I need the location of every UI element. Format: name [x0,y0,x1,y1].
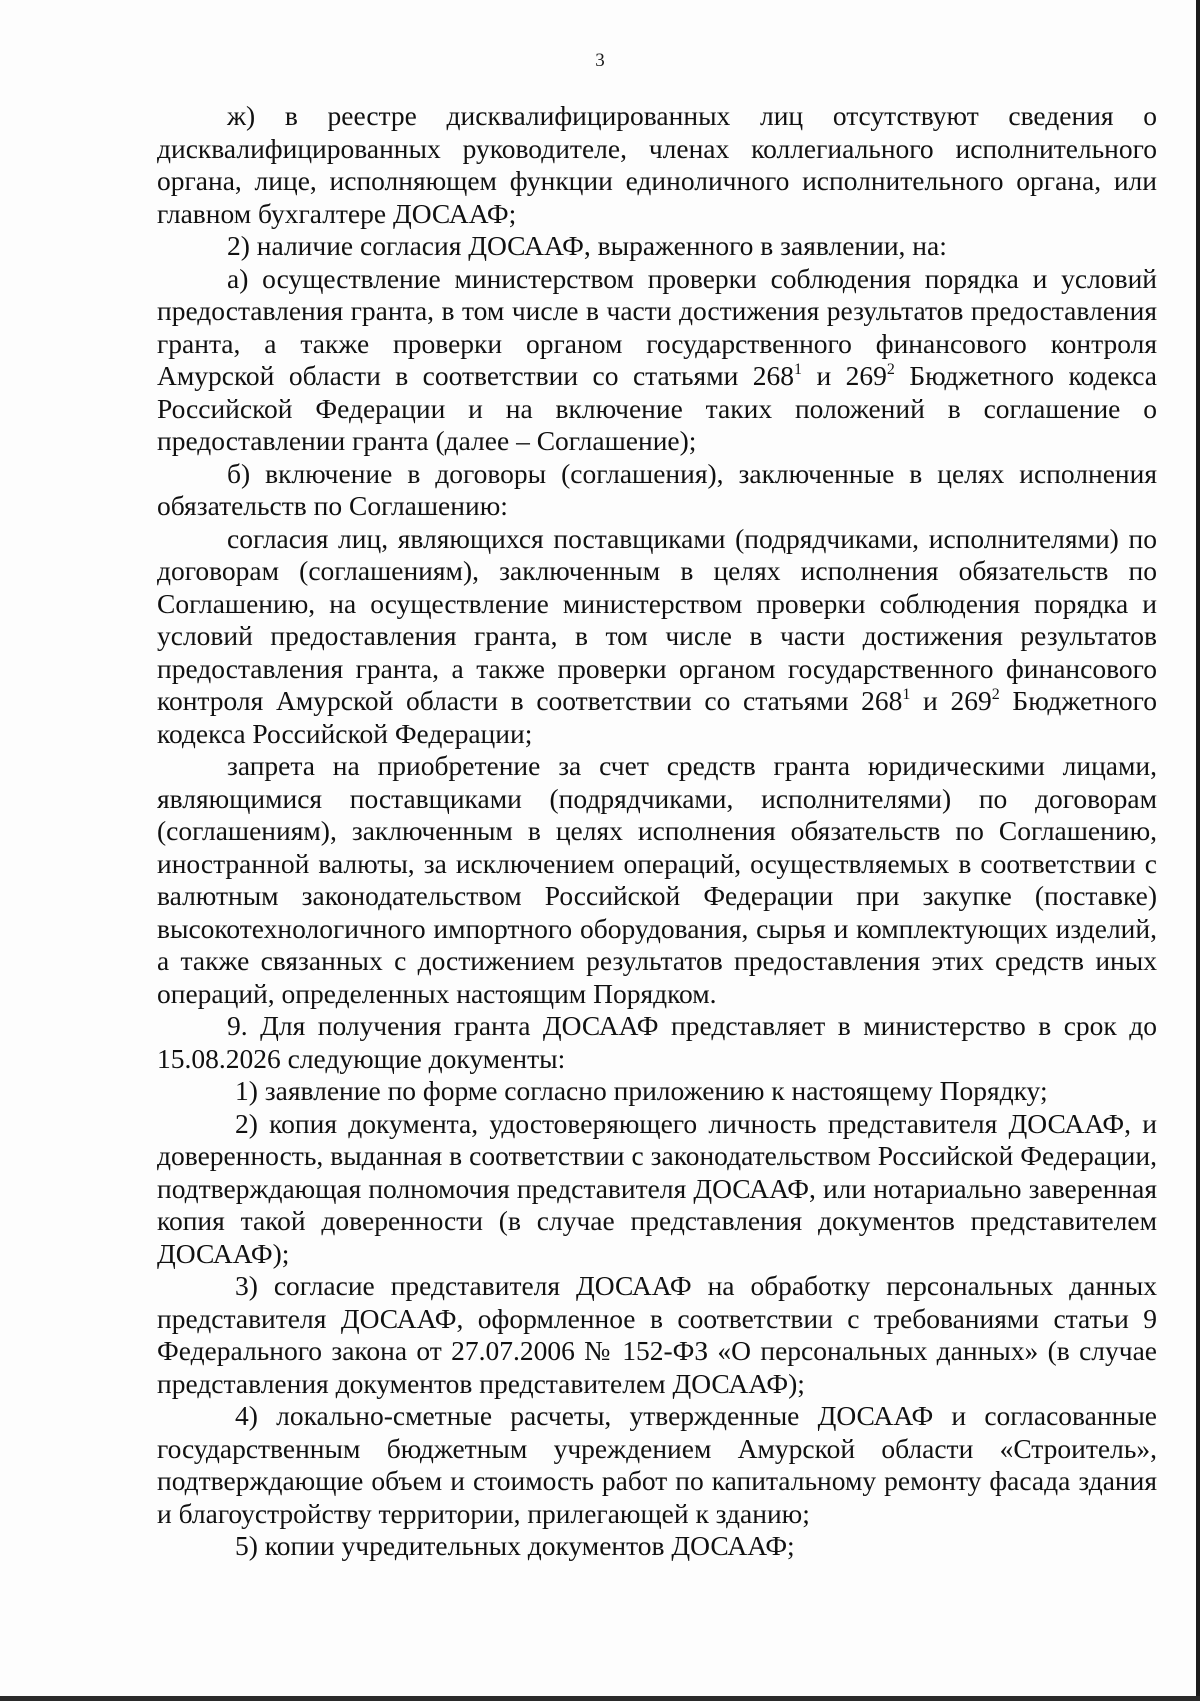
paragraph-9: 9. Для получения гранта ДОСААФ представляет в министерство в срок до 15.08.2026 следующие документы: [157,1010,1157,1074]
paragraph-consent-text: и 269 [910,685,992,716]
paragraph-doc-3: 3) согласие представителя ДОСААФ на обработку персональных данных представителя ДОСААФ, оформленное в соответствии с требованиями статьи 9 Федерального закона от 27.07.2006 № 152-ФЗ «О персональных данных» (в случае представления документов представителем ДОСААФ); [157,1270,1157,1399]
document-body [157,100,1157,1563]
paragraph-consent-text: Бюджетного кодекса Российской Федерации; [157,685,1158,749]
paragraph-a-text: и 269 [802,360,887,391]
paragraph-doc-2: 2) копия документа, удостоверяющего личность представителя ДОСААФ, и доверенность, выданная в соответствии с законодательством Российской Федерации, подтверждающая полномочия представителя ДОСААФ, или нотариально заверенная копия такой доверенности (в случае представления документов представителем ДОСААФ); [157,1107,1157,1269]
paragraph-prohibition: запрета на приобретение за счет средств гранта юридическими лицами, являющимися поставщиками (подрядчиками, исполнителями) по договорам (соглашениям), заключенным в целях исполнения обязательств по Соглашению, иностранной валюты, за исключением операций, осуществляемых в соответствии с валютным законодательством Российской Федерации при закупке (поставке) высокотехнологичного импортного оборудования, сырья и комплектующих изделий, а также связанных с достижением результатов предоставления этих средств иных операций, определенных настоящим Порядком. [157,750,1157,1009]
paragraph-zh: ж) в реестре дисквалифицированных лиц отсутствуют сведения о дисквалифицированных руководителе, членах коллегиального исполнительного органа, лице, исполняющем функции единоличного исполнительного органа, или главном бухгалтере ДОСААФ; [157,100,1157,229]
page-number: 3 [595,50,605,71]
paragraph-doc-5: 5) копии учредительных документов ДОСААФ; [235,1530,795,1561]
superscript: 1 [794,361,803,378]
scan-edge-right [1196,0,1200,1701]
paragraph-b: б) включение в договоры (соглашения), заключенные в целях исполнения обязательств по Соглашению: [157,457,1157,521]
paragraph-consent-intro: 2) наличие согласия ДОСААФ, выраженного в заявлении, на: [227,230,947,261]
superscript: 2 [991,686,1000,703]
paragraph-a [157,263,1157,458]
paragraph-consent-of-suppliers [157,523,1157,751]
paragraph-doc-1: 1) заявление по форме согласно приложению к настоящему Порядку; [235,1075,1048,1106]
paragraph-a-text: Бюджетного кодекса Российской Федерации и на включение таких положений в соглашение о предоставлении гранта (далее – Соглашение); [157,360,1157,456]
paragraph-doc-4: 4) локально-сметные расчеты, утвержденные ДОСААФ и согласованные государственным бюджетным учреждением Амурской области «Строитель», подтверждающие объем и стоимость работ по капитальному ремонту фасада здания и благоустройству территории, прилегающей к зданию; [157,1400,1157,1529]
paragraph-consent-text: согласия лиц, являющихся поставщиками (подрядчиками, исполнителями) по договорам (соглашениям), заключенным в целях исполнения обязательств по Соглашению, на осуществление министерством проверки соблюдения порядка и условий предоставления гранта, в том числе в части достижения результатов предоставления гранта, а также проверки органом государственного финансового контроля Амурской области в соответствии со статьями 268 [157,522,1157,716]
scan-edge-bottom [0,1696,1200,1701]
superscript: 1 [902,686,911,703]
superscript: 2 [886,361,895,378]
paragraph-a-text: а) осуществление министерством проверки соблюдения порядка и условий предоставления гранта, в том числе в части достижения результатов предоставления гранта, а также проверки органом государственного финансового контроля Амурской области в соответствии со статьями 268 [157,262,1157,391]
